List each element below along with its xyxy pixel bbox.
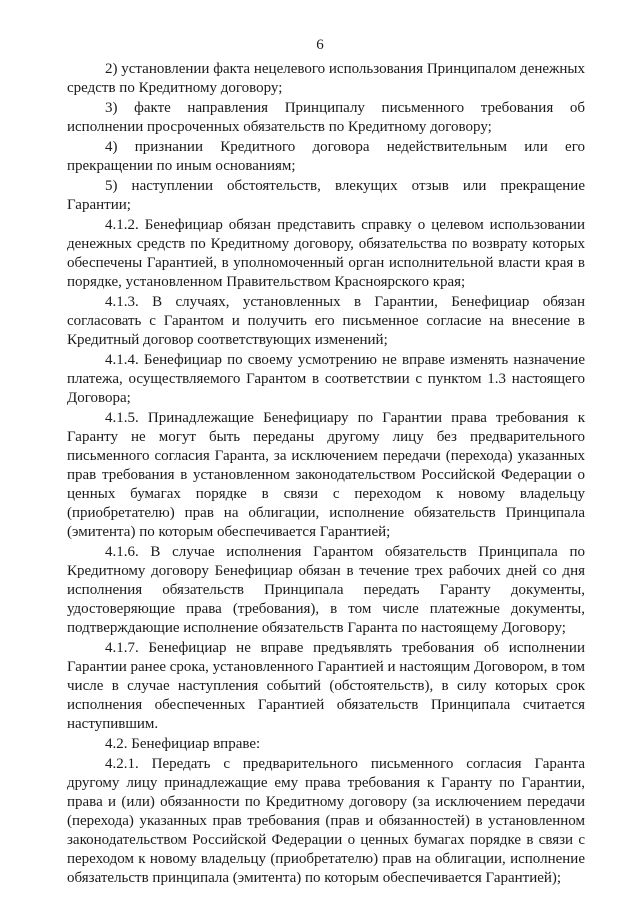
paragraph-4-1-5: 4.1.5. Принадлежащие Бенефициару по Гарантии права требования к Гаранту не могут быть переданы другому лицу без предварительного письменного согласия Гаранта, за исключением передачи (перехода) указанных прав требования в установленном законодательством Российской Федерации о ценных бумагах порядке в связи с переходом к новому владельцу (приобретателю) прав на облигации, исполнение обязательств Принципала (эмитента) по которым обеспечивается Гарантией; bbox=[67, 410, 585, 540]
page-number: 6 bbox=[316, 37, 324, 53]
paragraph-item-4: 4) признании Кредитного договора недействительным или его прекращении по иным основаниям; bbox=[67, 139, 585, 174]
paragraph-item-3: 3) факте направления Принципалу письменного требования об исполнении просроченных обязательств по Кредитному договору; bbox=[67, 100, 585, 135]
document-body bbox=[67, 60, 585, 889]
paragraph-item-5: 5) наступлении обстоятельств, влекущих отзыв или прекращение Гарантии; bbox=[67, 178, 585, 213]
paragraph-4-1-7: 4.1.7. Бенефициар не вправе предъявлять требования об исполнении Гарантии ранее срока, установленного Гарантией и настоящим Договором, в том числе в случае наступления событий (обстоятельств), в силу которых срок исполнения обеспеченных Гарантией обязательств Принципала считается наступившим. bbox=[67, 640, 585, 732]
paragraph-4-1-3: 4.1.3. В случаях, установленных в Гарантии, Бенефициар обязан согласовать с Гарантом и получить его письменное согласие на внесение в Кредитный договор соответствующих изменений; bbox=[67, 294, 585, 348]
paragraph-item-2: 2) установлении факта нецелевого использования Принципалом денежных средств по Кредитному договору; bbox=[67, 61, 585, 96]
paragraph-4-1-2: 4.1.2. Бенефициар обязан представить справку о целевом использовании денежных средств по Кредитному договору, обязательства по возврату которых обеспечены Гарантией, в уполномоченный орган исполнительной власти края в порядке, установленном Правительством Красноярского края; bbox=[67, 217, 585, 290]
paragraph-4-1-6: 4.1.6. В случае исполнения Гарантом обязательств Принципала по Кредитному договору Бенефициар обязан в течение трех рабочих дней со дня исполнения обязательств Принципала передать Гаранту документы, удостоверяющие права (требования), в том числе платежные документы, подтверждающие исполнение обязательств Гаранта по настоящему Договору; bbox=[67, 544, 585, 636]
paragraph-4-2: 4.2. Бенефициар вправе: bbox=[105, 736, 261, 752]
paragraph-4-1-4: 4.1.4. Бенефициар по своему усмотрению не вправе изменять назначение платежа, осуществляемого Гарантом в соответствии с пунктом 1.3 настоящего Договора; bbox=[67, 352, 585, 406]
paragraph-4-2-1: 4.2.1. Передать с предварительного письменного согласия Гаранта другому лицу принадлежащие ему права требования к Гаранту по Гарантии, права и (или) обязанности по Кредитному договору (за исключением передачи (перехода) указанных прав требования (прав и обязанностей) в установленном законодательством Российской Федерации о ценных бумагах порядке в связи с переходом к новому владельцу (приобретателю) прав на облигации, исполнение обязательств принципала (эмитента) по которым обеспечивается Гарантией); bbox=[67, 756, 585, 886]
